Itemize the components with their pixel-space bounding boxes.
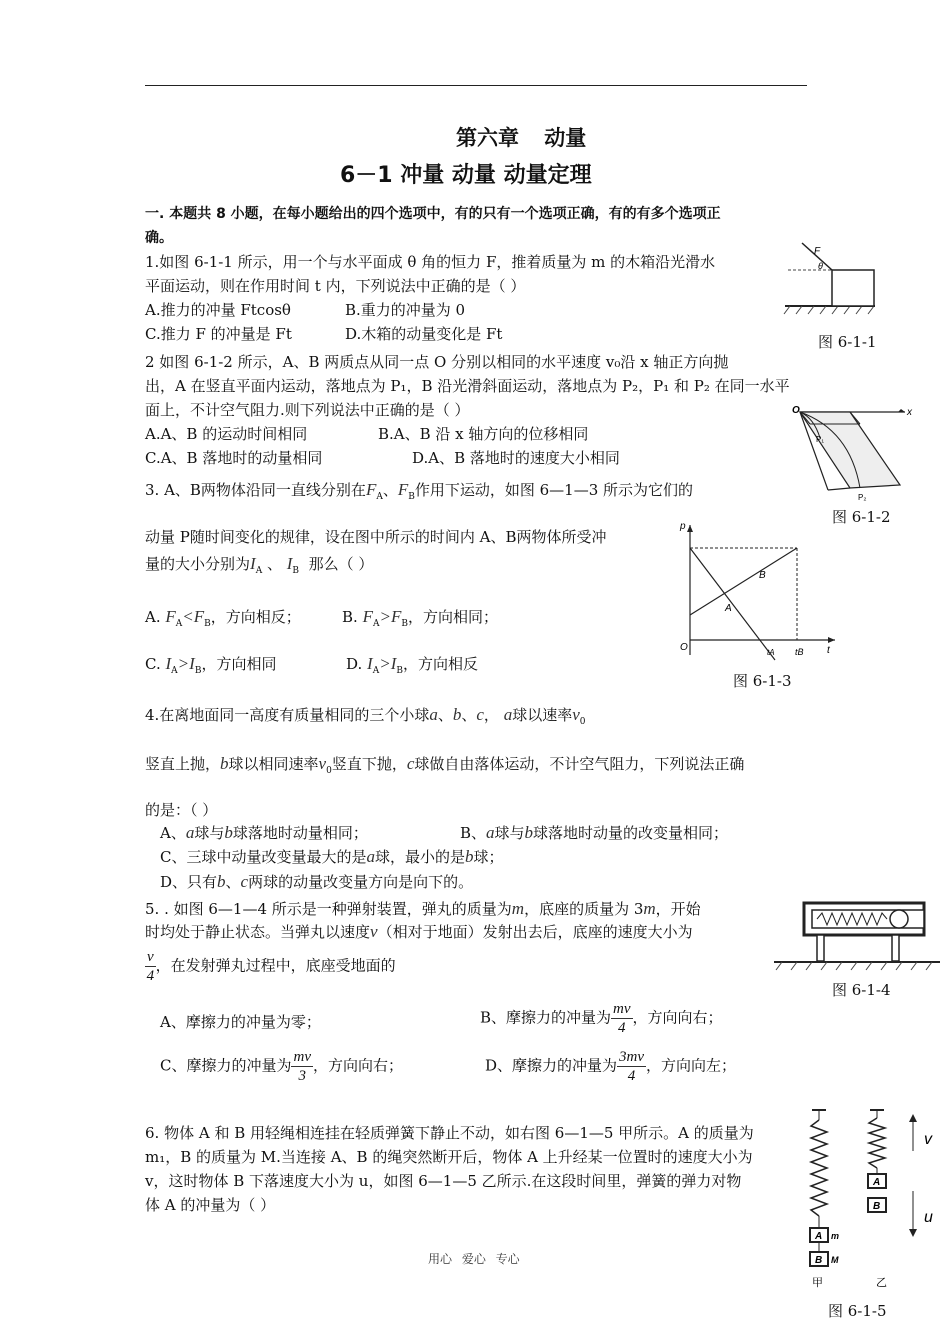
fig2-o-label: O [792,405,800,416]
section-title: 6－1 冲量 动量 动量定理 [340,163,592,188]
q5-option-b[interactable]: B、摩擦力的冲量为 $\frac{mv}{4}$ ，方向向右； [480,1001,723,1036]
q2-stem-3: 面上，不计空气阻力.则下列说法中正确的是（ ） [145,401,470,419]
question-4-line-1: 4.在离地面同一高度有质量相同的三个小球a、b、c， a球以速率$v_0$ [145,705,586,727]
q6-stem-1: 6. 物体 A 和 B 用轻绳相连挂在轻质弹簧下静止不动，如右图 6—1—5 甲所示。A 的质量为 [145,1124,754,1142]
fig3-p-label: p [680,521,686,532]
q6-stem-2: m₁，B 的质量为 M.当连接 A、B 的绳突然断开后，物体 A 上升经某一位置时的速度大小为 [145,1148,753,1166]
question-5-line-3: $\frac{v}{4}$ ，在发射弹丸过程中，底座受地面的 [146,949,396,984]
page-footer: 用心 爱心 专心 [428,1252,520,1266]
figure-6-1-5 [800,1106,945,1291]
fig2-p1-label: P₁ [816,435,825,444]
q3-option-d[interactable]: D. $I_A>I_B$，方向相反 [346,654,479,676]
caption-6-1-2: 图 6-1-2 [832,508,891,526]
question-4-line-3: 的是：（ ） [145,801,218,819]
figure-6-1-1 [780,238,880,318]
svg-text:A: A [873,1177,881,1188]
fig5-a-label: A [815,1231,823,1242]
fig3-b-label: B [759,570,766,581]
svg-text:B: B [873,1201,881,1212]
question-1 [145,250,715,346]
q4-option-b[interactable]: B、a球与b球落地时动量的改变量相同； [460,823,729,842]
figure-6-1-4 [772,898,942,973]
question-4-line-2: 竖直上抛，b球以相同速率$v_0$竖直下抛，c球做自由落体运动，不计空气阻力，下列说法正确 [145,754,745,776]
question-3-line-2: 动量 P随时间变化的规律，设在图中所示的时间内 A、B两物体所受冲 [145,528,607,546]
fig1-theta-label: θ [818,261,823,271]
q2-option-d[interactable]: D.A、B 落地时的速度大小相同 [412,449,620,467]
question-5-line-1: 5. . 如图 6—1—4 所示是一种弹射装置，弹丸的质量为m，底座的质量为 3m，开始 [145,899,701,918]
q4-option-c[interactable]: C、三球中动量改变量最大的是a球，最小的是b球； [160,847,504,866]
q1-stem-1: 1.如图 6-1-1 所示，用一个与水平面成 θ 角的恒力 F，推着质量为 m 的木箱沿光滑水 [145,253,716,271]
fig3-o-label: O [680,642,688,653]
fig1-f-label: F [814,246,821,257]
q1-option-c[interactable]: C.推力 F 的冲量是 Ft [145,325,292,343]
caption-6-1-5: 图 6-1-5 [828,1302,887,1320]
fig3-ta-label: tA [767,648,775,657]
q2-stem-1: 2 如图 6-1-2 所示，A、B 两质点从同一点 O 分别以相同的水平速度 v₀沿 x 轴正方向抛 [145,353,729,371]
q2-option-b[interactable]: B.A、B 沿 x 轴方向的位移相同 [378,425,589,443]
q6-stem-4: 体 A 的冲量为（ ） [145,1196,276,1214]
q2-stem-2: 出，A 在竖直平面内运动，落地点为 P₁，B 沿光滑斜面运动，落地点为 P₂，P₁ 和 P₂ 在同一水平 [145,377,790,395]
q2-option-a[interactable]: A.A、B 的运动时间相同 [145,425,308,443]
q5-option-a[interactable]: A、摩擦力的冲量为零； [160,1013,321,1031]
fig5-u-label: u [924,1209,933,1226]
q3-option-b[interactable]: B. $F_A>F_B$，方向相同； [342,607,498,629]
figure-6-1-3 [675,515,840,665]
caption-6-1-1: 图 6-1-1 [818,333,877,351]
fig2-x-label: x [907,407,912,418]
q6-stem-3: v，这时物体 B 下落速度大小为 u，如图 6—1—5 乙所示.在这段时间里，弹簧的弹力对物 [145,1172,742,1190]
q2-option-c[interactable]: C.A、B 落地时的动量相同 [145,449,323,467]
q3-option-a[interactable]: A. $F_A<F_B$，方向相反； [145,607,301,629]
q4-option-a[interactable]: A、a球与b球落地时动量相同； [160,823,368,842]
fig5-v-label: v [924,1131,932,1148]
figure-6-1-2 [790,400,920,505]
q5-option-d[interactable]: D、摩擦力的冲量为 $\frac{3mv}{4}$ ，方向向左； [485,1049,737,1084]
q1-option-a[interactable]: A.推力的冲量 Ftcosθ [145,301,291,319]
fig3-a-label: A [725,603,732,614]
caption-6-1-4: 图 6-1-4 [832,981,891,999]
fig5-b-label: B [815,1255,823,1266]
instructions: 一. 本题共 8 小题，在每小题给出的四个选项中，有的只有一个选项正确，有的有多个选项正 确。 [145,206,721,246]
fig5-m-label: m [831,1231,840,1241]
question-5-line-2: 时均处于静止状态。当弹丸以速度v（相对于地面）发射出去后，底座的速度大小为 [145,922,693,941]
question-3-line-3: 量的大小分别为$I_A$ 、 $I_B$ 那么（ ） [145,554,374,576]
question-3-line-1: 3. A、B两物体沿同一直线分别在$F_A$、$F_B$作用下运动，如图 6—1—3 所示为它们的 [145,480,694,502]
fig5-big-m-label: M [831,1255,839,1265]
q1-stem-2: 平面运动，则在作用时间 t 内，下列说法中正确的是（ ） [145,277,526,295]
fig5-yi-label: 乙 [876,1277,887,1289]
fig5-jia-label: 甲 [812,1277,823,1289]
q3-option-c[interactable]: C. $I_A>I_B$，方向相同 [145,654,277,676]
fig3-t-label: t [827,645,830,656]
q5-option-c[interactable]: C、摩擦力的冲量为 $\frac{mv}{3}$ ，方向向右； [160,1049,403,1084]
q1-option-d[interactable]: D.木箱的动量变化是 Ft [345,325,503,343]
question-2 [145,350,790,470]
fig3-tb-label: tB [795,647,804,657]
fig2-p2-label: P₂ [858,493,867,502]
q4-option-d[interactable]: D、只有b、c两球的动量改变量方向是向下的。 [160,872,474,891]
q1-option-b[interactable]: B.重力的冲量为 0 [345,301,466,319]
caption-6-1-3: 图 6-1-3 [733,672,792,690]
question-6 [145,1121,754,1217]
header-rule [145,85,807,86]
chapter-title: 第六章 动量 [456,126,587,150]
